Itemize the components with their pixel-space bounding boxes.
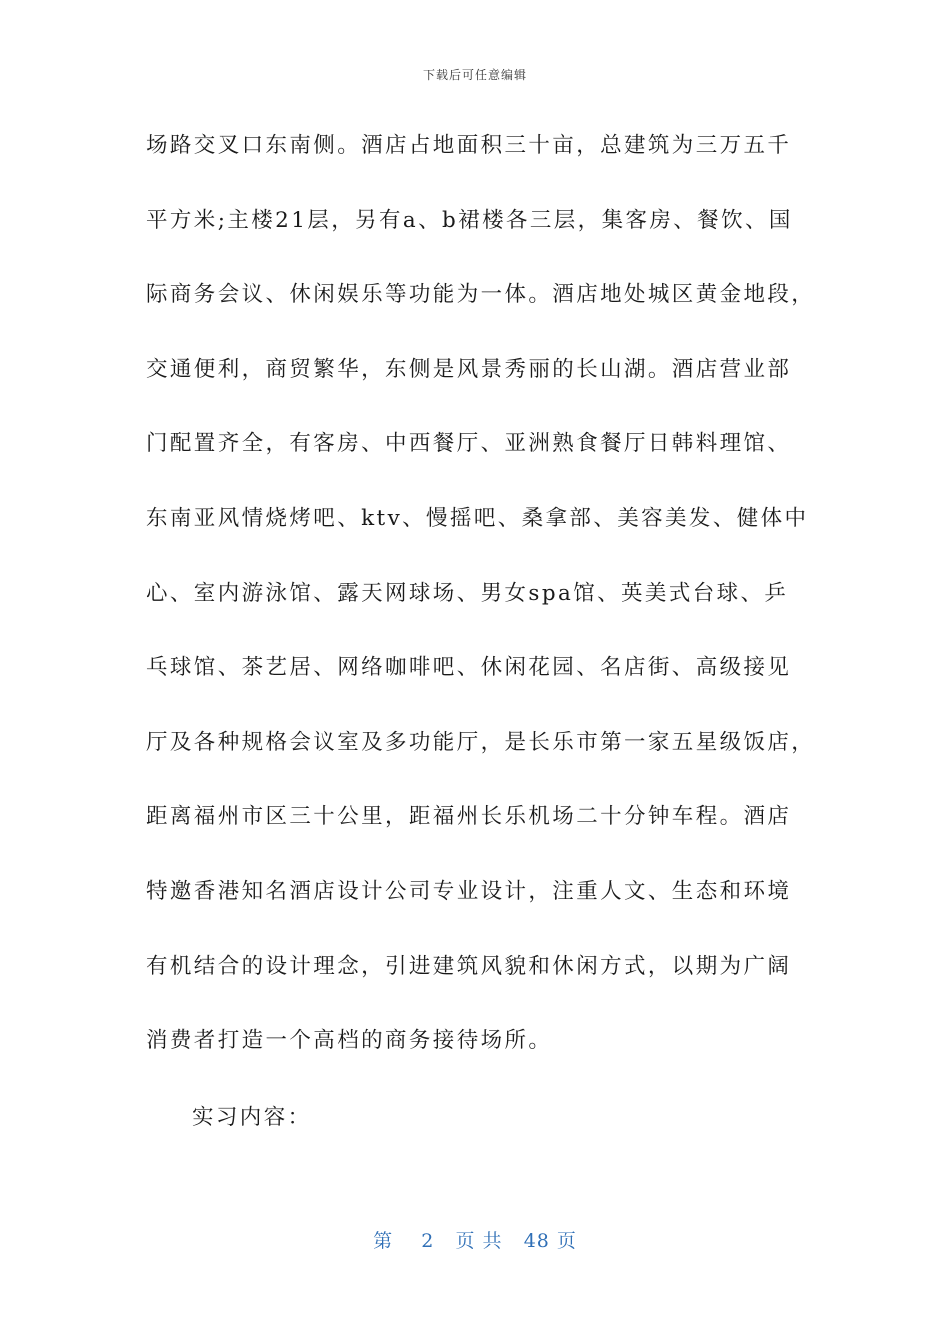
body-line: 东南亚风情烧烤吧、ktv、慢摇吧、桑拿部、美容美发、健体中 — [146, 505, 809, 531]
current-page-number: 2 — [421, 1230, 435, 1252]
body-line: 门配置齐全，有客房、中西餐厅、亚洲熟食餐厅日韩料理馆、 — [146, 431, 792, 457]
body-line: 际商务会议、休闲娱乐等功能为一体。酒店地处城区黄金地段， — [146, 282, 816, 308]
body-line: 场路交叉口东南侧。酒店占地面积三十亩，总建筑为三万五千 — [146, 133, 792, 158]
footer-middle: 页 共 — [455, 1230, 503, 1252]
body-line: 特邀香港知名酒店设计公司专业设计，注重人文、生态和环境 — [146, 878, 792, 904]
page-footer — [0, 1226, 950, 1253]
body-line: 厅及各种规格会议室及多功能厅，是长乐市第一家五星级饭店， — [146, 729, 816, 755]
body-line: 距离福州市区三十公里，距福州长乐机场二十分钟车程。酒店 — [146, 804, 792, 830]
footer-prefix: 第 — [373, 1230, 394, 1252]
body-line: 有机结合的设计理念，引进建筑风貌和休闲方式，以期为广阔 — [146, 953, 792, 979]
body-line: 心、室内游泳馆、露天网球场、男女spa馆、英美式台球、乒 — [146, 580, 789, 606]
body-line: 平方米;主楼21层，另有a、b裙楼各三层，集客房、餐饮、国 — [146, 207, 793, 233]
total-pages-number: 48 — [523, 1230, 550, 1252]
body-line: 交通便利，商贸繁华，东侧是风景秀丽的长山湖。酒店营业部 — [146, 356, 792, 382]
body-line: 乓球馆、茶艺居、网络咖啡吧、休闲花园、名店街、高级接见 — [146, 655, 792, 681]
document-body — [146, 126, 816, 1096]
page-header: 下载后可任意编辑 — [422, 68, 527, 82]
body-line: 消费者打造一个高档的商务接待场所。 — [146, 1028, 553, 1054]
section-heading: 实习内容： — [192, 1105, 312, 1130]
footer-suffix: 页 — [556, 1230, 577, 1252]
